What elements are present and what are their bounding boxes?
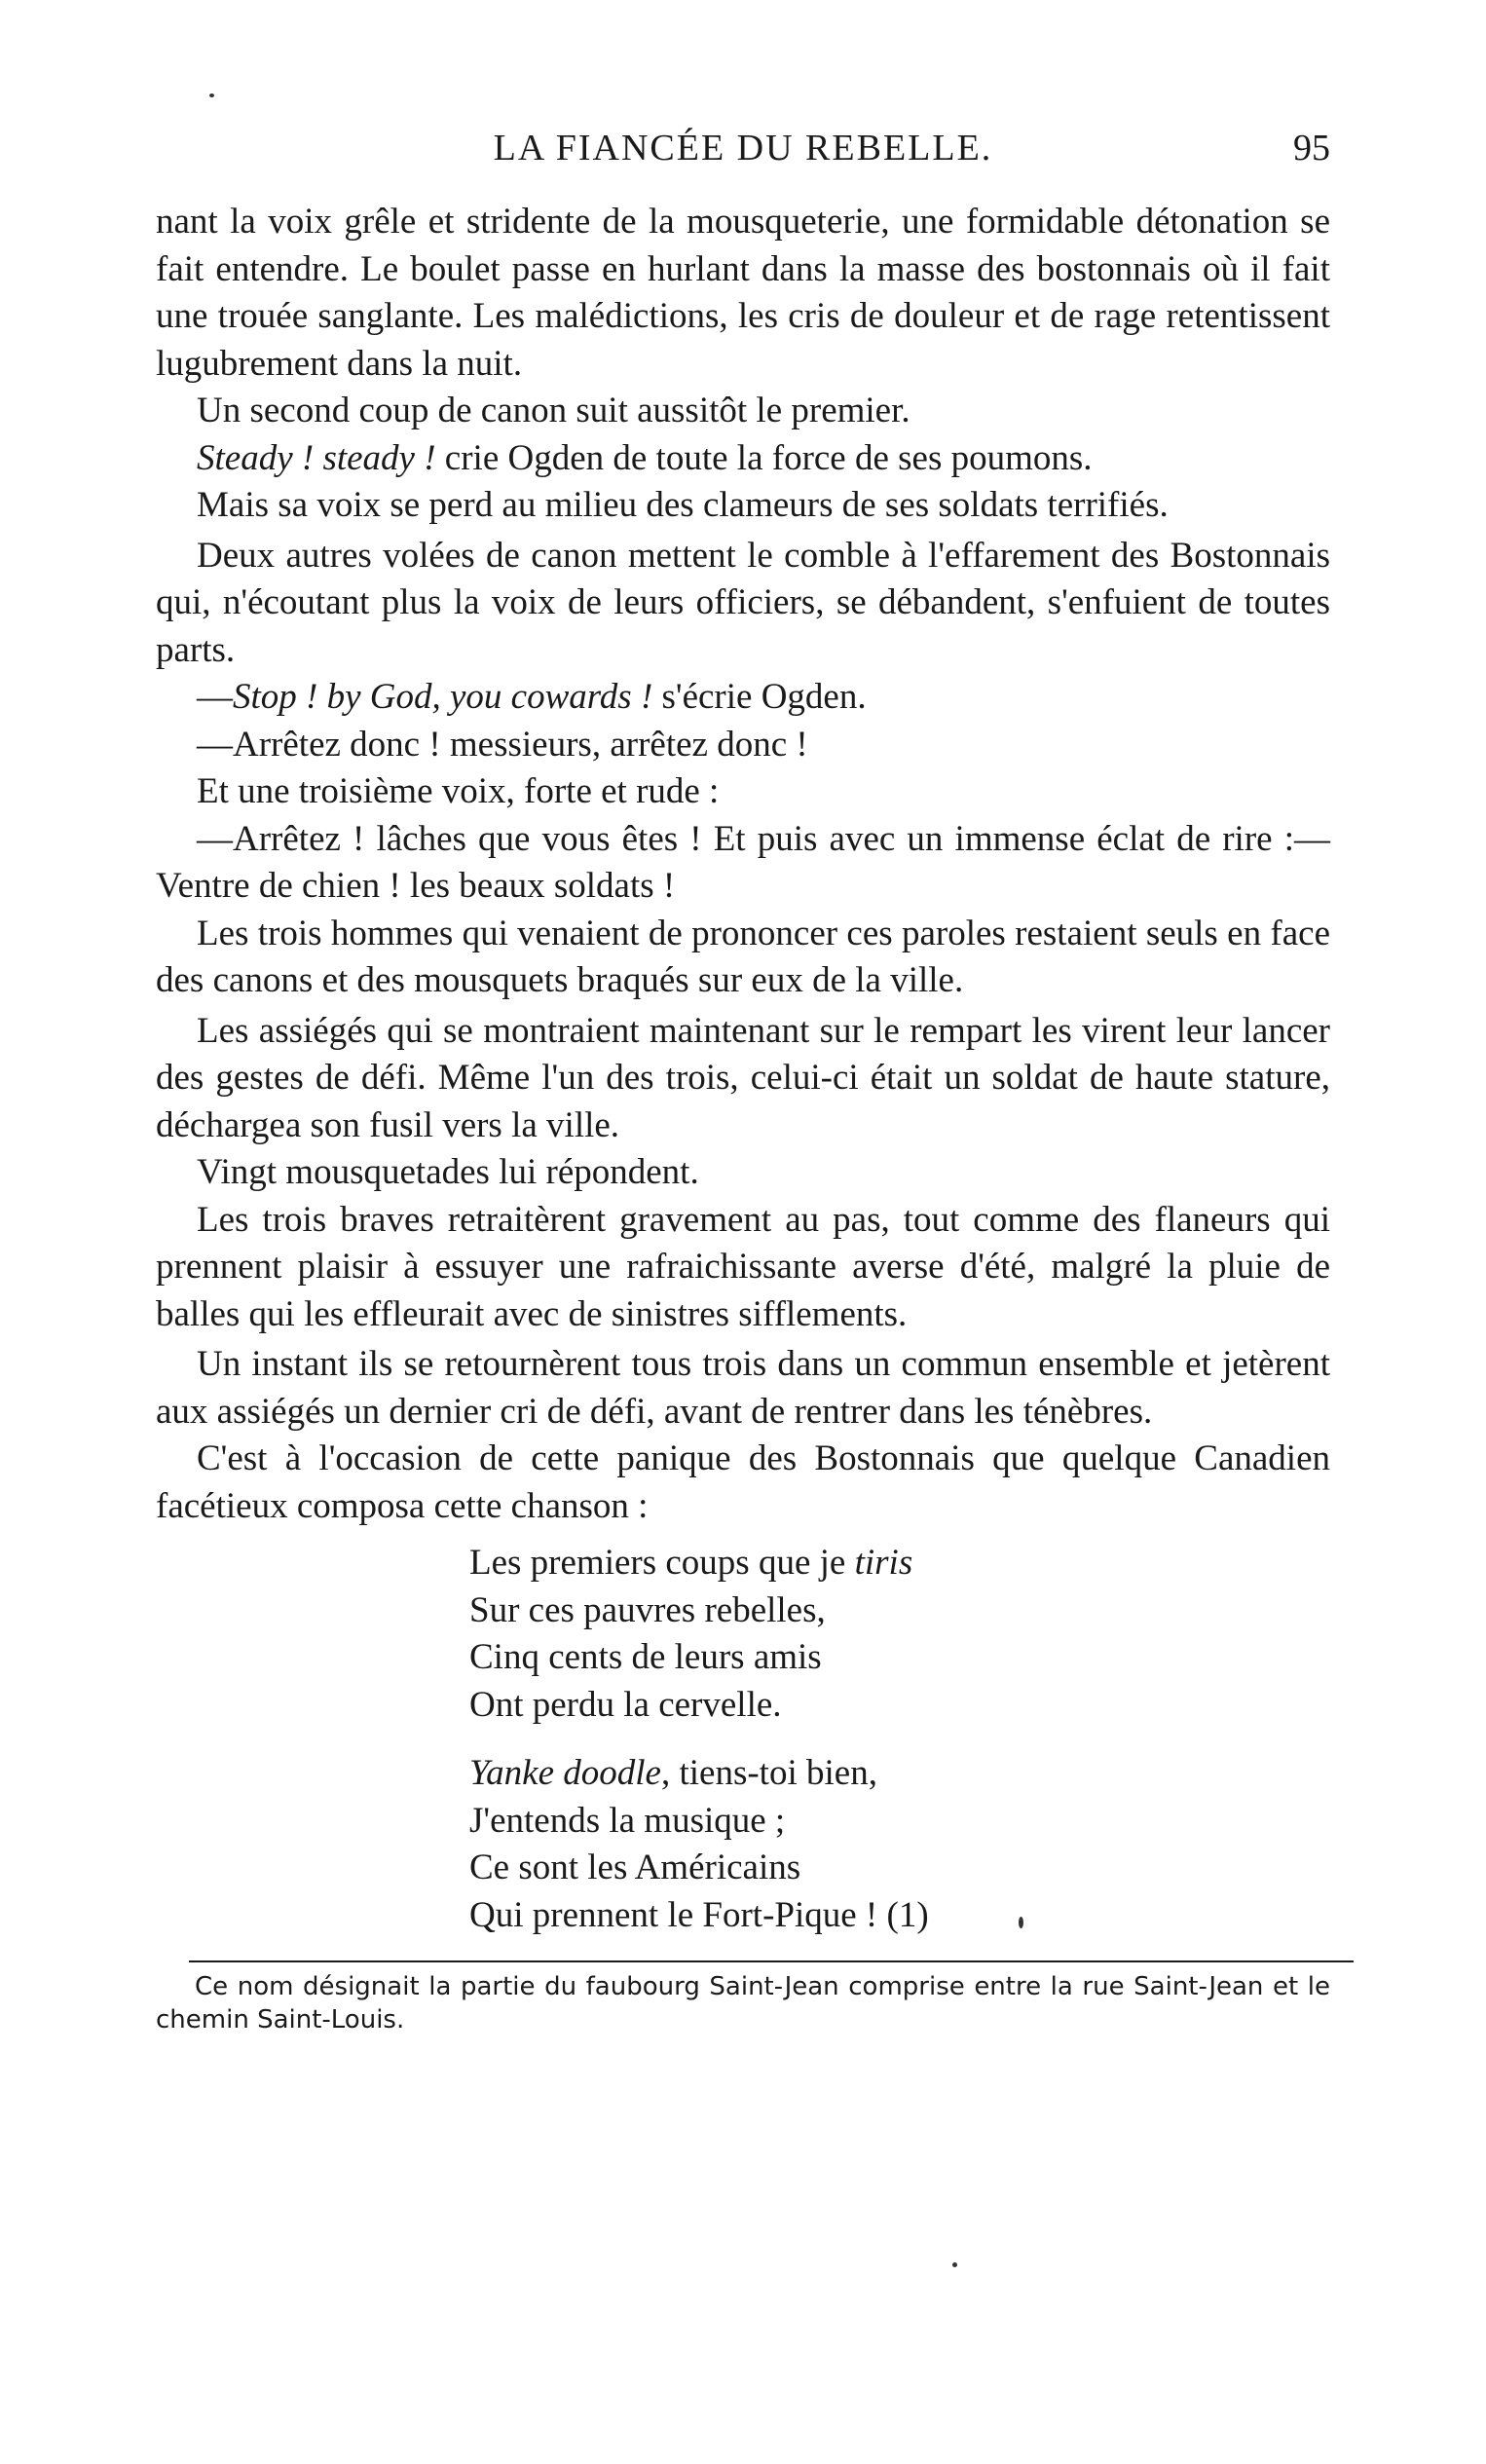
stanza <box>469 1540 1330 1729</box>
paragraph: C'est à l'occasion de cette panique des Bostonnais que quelque Canadien facétieux composa cette chanson : <box>156 1438 1330 1526</box>
verse-line: Yanke doodle, tiens-toi bien, <box>469 1753 877 1793</box>
verse-line: Ont perdu la cervelle. <box>469 1684 782 1725</box>
verse-line: Ce sont les Américains <box>469 1848 801 1887</box>
book-page <box>156 127 1330 2036</box>
paragraph: nant la voix grêle et stridente de la mousqueterie, une formidable détonation se fait entendre. Le boulet passe en hurlant dans la masse des bostonnais où il fait une trouée sanglante. Les malédictions, les cris de douleur et de rage retentissent lugubrement dans la nuit. <box>156 202 1330 384</box>
print-speck <box>952 2262 957 2267</box>
paragraph: Deux autres volées de canon mettent le comble à l'effarement des Bostonnais qui, n'écoutant plus la voix de leurs officiers, se débandent, s'enfuient de toutes parts. <box>156 535 1330 670</box>
paragraph: Les trois hommes qui venaient de prononcer ces paroles restaient seuls en face des canons et des mousquets braqués sur eux de la ville. <box>156 913 1330 1000</box>
song-verse <box>469 1540 1330 1939</box>
page-header <box>156 127 1330 185</box>
paragraph: Les trois braves retraitèrent gravement au pas, tout comme des flaneurs qui prennent plaisir à essuyer une rafraichissante averse d'été, malgré la pluie de balles qui les effleurait avec de sinistres sifflements. <box>156 1199 1330 1334</box>
paragraph: Et une troisième voix, forte et rude : <box>197 771 720 811</box>
verse-line: Les premiers coups que je tiris <box>469 1543 913 1583</box>
dialogue-line: —Arrêtez donc ! messieurs, arrêtez donc ! <box>197 724 808 765</box>
dialogue-line: —Arrêtez ! lâches que vous êtes ! Et puis avec un immense éclat de rire :—Ventre de chien ! les beaux soldats ! <box>156 818 1330 906</box>
footnote-divider <box>189 1960 1354 1962</box>
stanza <box>469 1750 1330 1939</box>
print-speck <box>209 93 214 97</box>
paragraph: Un instant ils se retournèrent tous trois dans un commun ensemble et jetèrent aux assiégés un dernier cri de défi, avant de rentrer dans les ténèbres. <box>156 1344 1330 1432</box>
paragraph: Mais sa voix se perd au milieu des clameurs de ses soldats terrifiés. <box>197 485 1169 525</box>
dialogue-line: —Stop ! by God, you cowards ! s'écrie Ogden. <box>197 677 867 717</box>
verse-line: J'entends la musique ; <box>469 1800 786 1841</box>
verse-line: Qui prennent le Fort-Pique ! (1) <box>469 1894 929 1935</box>
running-title: LA FIANCÉE DU REBELLE. <box>493 128 993 168</box>
footnote-text: Ce nom désignait la partie du faubourg Saint-Jean comprise entre la rue Saint-Jean et le chemin Saint-Louis. <box>156 1972 1330 2035</box>
print-speck <box>1019 1917 1023 1928</box>
paragraph: Steady ! steady ! crie Ogden de toute la force de ses poumons. <box>197 437 1093 478</box>
paragraph: Vingt mousquetades lui répondent. <box>197 1152 699 1192</box>
page-number: 95 <box>1293 128 1330 168</box>
verse-line: Cinq cents de leurs amis <box>469 1637 822 1677</box>
paragraph: Les assiégés qui se montraient maintenant sur le rempart les virent leur lancer des gestes de défi. Même l'un des trois, celui-ci était un soldat de haute stature, déchargea son fusil vers la ville. <box>156 1010 1330 1145</box>
footnote <box>156 1970 1330 2036</box>
verse-line: Sur ces pauvres rebelles, <box>469 1589 826 1630</box>
paragraph: Un second coup de canon suit aussitôt le premier. <box>197 391 910 430</box>
body-text <box>156 199 1330 1530</box>
